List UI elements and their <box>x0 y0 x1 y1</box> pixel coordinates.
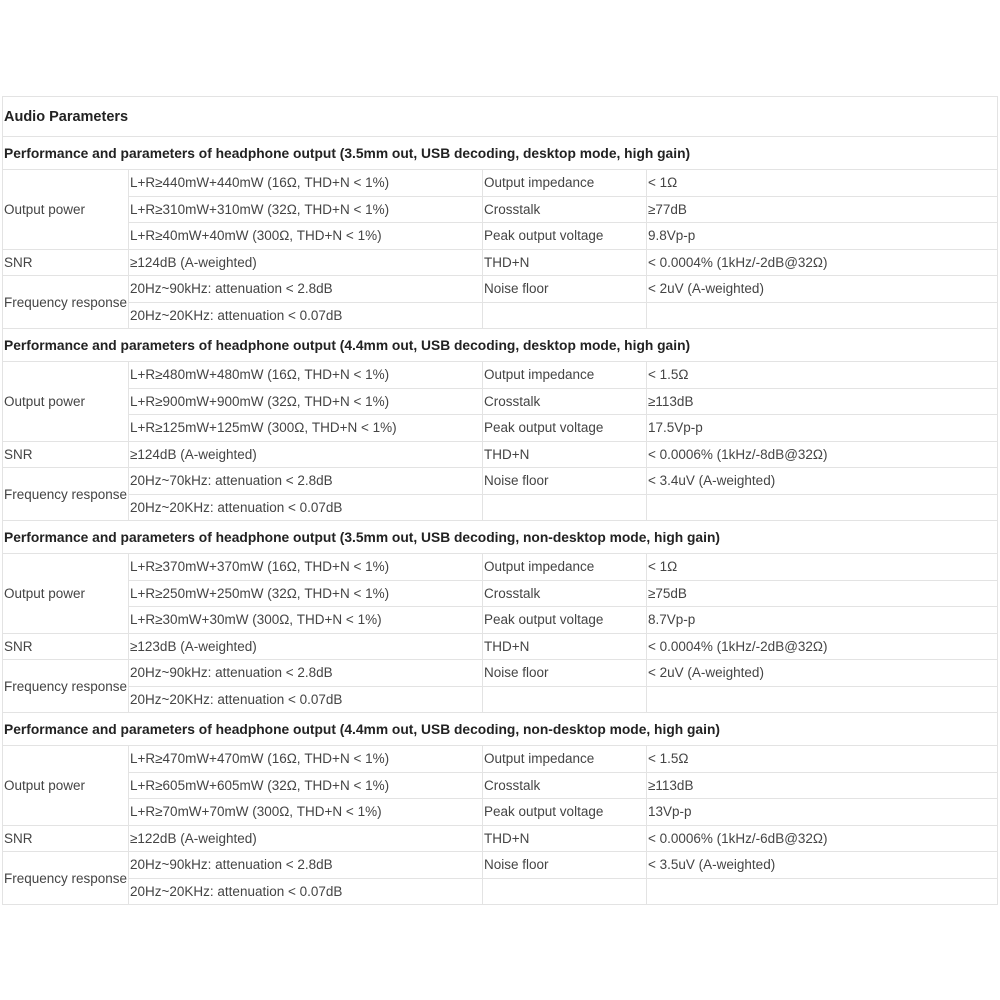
section-heading-row <box>3 329 998 362</box>
thd-value: < 0.0004% (1kHz/-2dB@32Ω) <box>647 633 998 660</box>
snr-label: SNR <box>3 633 129 660</box>
output-power-row <box>3 554 998 581</box>
spec-value: 9.8Vp-p <box>647 223 998 250</box>
thd-value: < 0.0006% (1kHz/-8dB@32Ω) <box>647 441 998 468</box>
frequency-response-row <box>3 852 998 879</box>
thd-label: THD+N <box>483 825 647 852</box>
thd-value: < 0.0006% (1kHz/-6dB@32Ω) <box>647 825 998 852</box>
spec-label: Peak output voltage <box>483 799 647 826</box>
noise-floor-label: Noise floor <box>483 468 647 495</box>
thd-value: < 0.0004% (1kHz/-2dB@32Ω) <box>647 249 998 276</box>
frequency-response-value: 20Hz~20KHz: attenuation < 0.07dB <box>129 878 483 905</box>
spec-value: 17.5Vp-p <box>647 415 998 442</box>
output-power-row <box>3 388 998 415</box>
empty-cell <box>483 494 647 521</box>
output-power-label: Output power <box>3 362 129 442</box>
frequency-response-value: 20Hz~90kHz: attenuation < 2.8dB <box>129 852 483 879</box>
thd-label: THD+N <box>483 441 647 468</box>
spec-value: ≥75dB <box>647 580 998 607</box>
frequency-response-label: Frequency response <box>3 468 129 521</box>
noise-floor-label: Noise floor <box>483 852 647 879</box>
frequency-response-value: 20Hz~20KHz: attenuation < 0.07dB <box>129 302 483 329</box>
snr-label: SNR <box>3 441 129 468</box>
snr-value: ≥123dB (A-weighted) <box>129 633 483 660</box>
spec-label: Crosstalk <box>483 196 647 223</box>
snr-label: SNR <box>3 249 129 276</box>
output-power-row <box>3 772 998 799</box>
output-power-row <box>3 170 998 197</box>
snr-label: SNR <box>3 825 129 852</box>
output-power-value: L+R≥440mW+440mW (16Ω, THD+N < 1%) <box>129 170 483 197</box>
spec-label: Output impedance <box>483 362 647 389</box>
snr-value: ≥124dB (A-weighted) <box>129 249 483 276</box>
frequency-response-row <box>3 494 998 521</box>
noise-floor-label: Noise floor <box>483 660 647 687</box>
noise-floor-label: Noise floor <box>483 276 647 303</box>
snr-row <box>3 633 998 660</box>
frequency-response-value: 20Hz~90kHz: attenuation < 2.8dB <box>129 660 483 687</box>
section-heading-row <box>3 137 998 170</box>
output-power-value: L+R≥310mW+310mW (32Ω, THD+N < 1%) <box>129 196 483 223</box>
spec-value: < 1Ω <box>647 170 998 197</box>
audio-parameters-table <box>2 96 998 905</box>
section-heading: Performance and parameters of headphone output (3.5mm out, USB decoding, non-desktop mode, high gain) <box>3 521 998 554</box>
thd-label: THD+N <box>483 633 647 660</box>
output-power-row <box>3 223 998 250</box>
output-power-row <box>3 607 998 634</box>
noise-floor-value: < 2uV (A-weighted) <box>647 276 998 303</box>
spec-value: < 1Ω <box>647 554 998 581</box>
spec-value: < 1.5Ω <box>647 362 998 389</box>
frequency-response-label: Frequency response <box>3 852 129 905</box>
spec-label: Peak output voltage <box>483 223 647 250</box>
output-power-row <box>3 799 998 826</box>
output-power-label: Output power <box>3 746 129 826</box>
noise-floor-value: < 2uV (A-weighted) <box>647 660 998 687</box>
section-heading: Performance and parameters of headphone output (3.5mm out, USB decoding, desktop mode, high gain) <box>3 137 998 170</box>
empty-cell <box>647 494 998 521</box>
spec-value: < 1.5Ω <box>647 746 998 773</box>
title-row <box>3 97 998 137</box>
spec-value: ≥113dB <box>647 772 998 799</box>
empty-cell <box>483 686 647 713</box>
spec-label: Output impedance <box>483 554 647 581</box>
output-power-row <box>3 196 998 223</box>
frequency-response-row <box>3 302 998 329</box>
output-power-row <box>3 362 998 389</box>
snr-row <box>3 441 998 468</box>
snr-row <box>3 825 998 852</box>
output-power-label: Output power <box>3 554 129 634</box>
spec-value: 13Vp-p <box>647 799 998 826</box>
noise-floor-value: < 3.5uV (A-weighted) <box>647 852 998 879</box>
spec-label: Output impedance <box>483 170 647 197</box>
frequency-response-row <box>3 468 998 495</box>
spec-label: Peak output voltage <box>483 607 647 634</box>
frequency-response-row <box>3 686 998 713</box>
frequency-response-value: 20Hz~20KHz: attenuation < 0.07dB <box>129 686 483 713</box>
output-power-value: L+R≥480mW+480mW (16Ω, THD+N < 1%) <box>129 362 483 389</box>
empty-cell <box>647 686 998 713</box>
frequency-response-value: 20Hz~70kHz: attenuation < 2.8dB <box>129 468 483 495</box>
frequency-response-value: 20Hz~20KHz: attenuation < 0.07dB <box>129 494 483 521</box>
thd-label: THD+N <box>483 249 647 276</box>
frequency-response-label: Frequency response <box>3 660 129 713</box>
output-power-label: Output power <box>3 170 129 250</box>
section-heading-row <box>3 713 998 746</box>
output-power-value: L+R≥40mW+40mW (300Ω, THD+N < 1%) <box>129 223 483 250</box>
output-power-row <box>3 580 998 607</box>
output-power-value: L+R≥250mW+250mW (32Ω, THD+N < 1%) <box>129 580 483 607</box>
spec-label: Output impedance <box>483 746 647 773</box>
empty-cell <box>647 302 998 329</box>
frequency-response-row <box>3 878 998 905</box>
spec-label: Peak output voltage <box>483 415 647 442</box>
spec-label: Crosstalk <box>483 772 647 799</box>
snr-value: ≥122dB (A-weighted) <box>129 825 483 852</box>
output-power-value: L+R≥70mW+70mW (300Ω, THD+N < 1%) <box>129 799 483 826</box>
snr-row <box>3 249 998 276</box>
output-power-value: L+R≥30mW+30mW (300Ω, THD+N < 1%) <box>129 607 483 634</box>
spec-label: Crosstalk <box>483 388 647 415</box>
section-heading: Performance and parameters of headphone output (4.4mm out, USB decoding, desktop mode, high gain) <box>3 329 998 362</box>
output-power-value: L+R≥125mW+125mW (300Ω, THD+N < 1%) <box>129 415 483 442</box>
frequency-response-row <box>3 276 998 303</box>
section-heading: Performance and parameters of headphone output (4.4mm out, USB decoding, non-desktop mode, high gain) <box>3 713 998 746</box>
frequency-response-row <box>3 660 998 687</box>
output-power-row <box>3 746 998 773</box>
snr-value: ≥124dB (A-weighted) <box>129 441 483 468</box>
noise-floor-value: < 3.4uV (A-weighted) <box>647 468 998 495</box>
table-title: Audio Parameters <box>3 97 998 137</box>
empty-cell <box>483 878 647 905</box>
section-heading-row <box>3 521 998 554</box>
output-power-row <box>3 415 998 442</box>
output-power-value: L+R≥470mW+470mW (16Ω, THD+N < 1%) <box>129 746 483 773</box>
empty-cell <box>483 302 647 329</box>
frequency-response-label: Frequency response <box>3 276 129 329</box>
output-power-value: L+R≥370mW+370mW (16Ω, THD+N < 1%) <box>129 554 483 581</box>
spec-value: ≥113dB <box>647 388 998 415</box>
empty-cell <box>647 878 998 905</box>
spec-label: Crosstalk <box>483 580 647 607</box>
output-power-value: L+R≥900mW+900mW (32Ω, THD+N < 1%) <box>129 388 483 415</box>
output-power-value: L+R≥605mW+605mW (32Ω, THD+N < 1%) <box>129 772 483 799</box>
spec-value: 8.7Vp-p <box>647 607 998 634</box>
spec-value: ≥77dB <box>647 196 998 223</box>
frequency-response-value: 20Hz~90kHz: attenuation < 2.8dB <box>129 276 483 303</box>
audio-parameters-body <box>3 97 998 905</box>
